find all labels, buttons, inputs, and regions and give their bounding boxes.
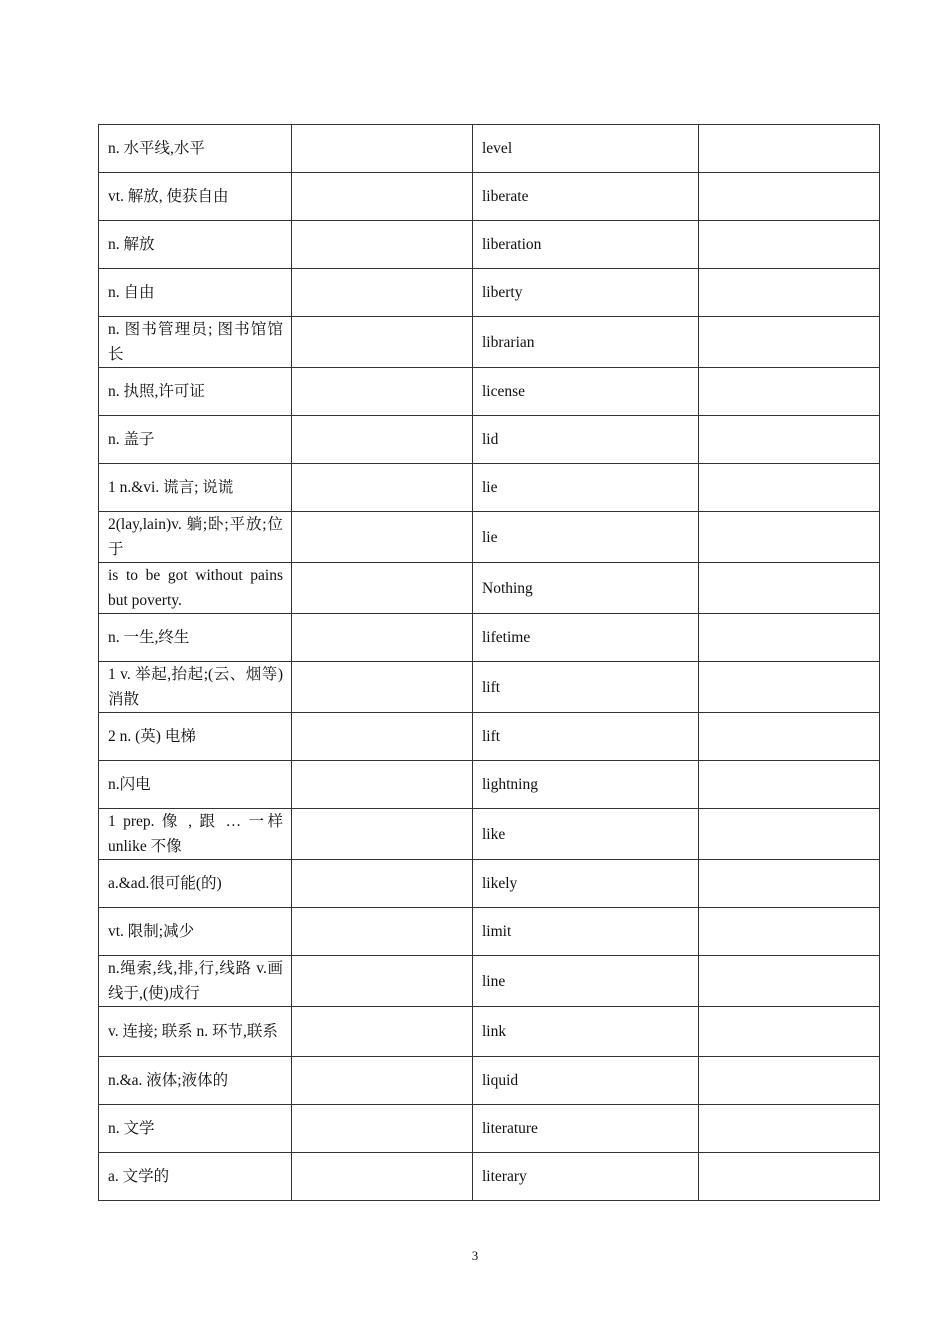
table-row bbox=[99, 416, 880, 464]
blank-answer-cell bbox=[699, 269, 880, 317]
table-row bbox=[99, 908, 880, 956]
table-row bbox=[99, 761, 880, 809]
definition-cell: 1 n.&vi. 谎言; 说谎 bbox=[99, 464, 292, 512]
blank-answer-cell bbox=[699, 761, 880, 809]
word-cell: limit bbox=[473, 908, 699, 956]
blank-answer-cell bbox=[292, 908, 473, 956]
word-cell: like bbox=[473, 809, 699, 860]
definition-cell: n. 盖子 bbox=[99, 416, 292, 464]
definition-cell: n. 一生,终生 bbox=[99, 614, 292, 662]
blank-answer-cell bbox=[292, 1153, 473, 1201]
blank-answer-cell bbox=[699, 809, 880, 860]
blank-answer-cell bbox=[292, 512, 473, 563]
table-row bbox=[99, 713, 880, 761]
blank-answer-cell bbox=[292, 416, 473, 464]
blank-answer-cell bbox=[292, 221, 473, 269]
blank-answer-cell bbox=[699, 173, 880, 221]
definition-cell: n.&a. 液体;液体的 bbox=[99, 1057, 292, 1105]
blank-answer-cell bbox=[699, 464, 880, 512]
blank-answer-cell bbox=[292, 614, 473, 662]
table-row bbox=[99, 1153, 880, 1201]
word-cell: lifetime bbox=[473, 614, 699, 662]
vocabulary-table-body bbox=[99, 125, 880, 1201]
blank-answer-cell bbox=[292, 368, 473, 416]
blank-answer-cell bbox=[699, 221, 880, 269]
table-row bbox=[99, 269, 880, 317]
blank-answer-cell bbox=[292, 563, 473, 614]
blank-answer-cell bbox=[292, 809, 473, 860]
blank-answer-cell bbox=[292, 662, 473, 713]
blank-answer-cell bbox=[699, 512, 880, 563]
blank-answer-cell bbox=[292, 1105, 473, 1153]
word-cell: lie bbox=[473, 464, 699, 512]
word-cell: lid bbox=[473, 416, 699, 464]
definition-cell: vt. 限制;减少 bbox=[99, 908, 292, 956]
word-cell: level bbox=[473, 125, 699, 173]
definition-cell: a.&ad.很可能(的) bbox=[99, 860, 292, 908]
word-cell: liberty bbox=[473, 269, 699, 317]
table-row bbox=[99, 368, 880, 416]
blank-answer-cell bbox=[699, 956, 880, 1007]
word-cell: likely bbox=[473, 860, 699, 908]
blank-answer-cell bbox=[699, 125, 880, 173]
blank-answer-cell bbox=[699, 1057, 880, 1105]
word-cell: license bbox=[473, 368, 699, 416]
blank-answer-cell bbox=[699, 1007, 880, 1057]
definition-cell: 1 v. 举起,抬起;(云、烟等)消散 bbox=[99, 662, 292, 713]
word-cell: literary bbox=[473, 1153, 699, 1201]
table-row bbox=[99, 221, 880, 269]
word-cell: literature bbox=[473, 1105, 699, 1153]
blank-answer-cell bbox=[292, 1057, 473, 1105]
blank-answer-cell bbox=[292, 713, 473, 761]
blank-answer-cell bbox=[292, 860, 473, 908]
blank-answer-cell bbox=[699, 860, 880, 908]
blank-answer-cell bbox=[292, 317, 473, 368]
table-row bbox=[99, 1105, 880, 1153]
blank-answer-cell bbox=[292, 761, 473, 809]
word-cell: liberate bbox=[473, 173, 699, 221]
definition-cell: a. 文学的 bbox=[99, 1153, 292, 1201]
blank-answer-cell bbox=[292, 125, 473, 173]
blank-answer-cell bbox=[699, 662, 880, 713]
table-row bbox=[99, 464, 880, 512]
blank-answer-cell bbox=[292, 464, 473, 512]
blank-answer-cell bbox=[292, 173, 473, 221]
definition-cell: n.绳索,线,排,行,线路 v.画线于,(使)成行 bbox=[99, 956, 292, 1007]
table-row bbox=[99, 173, 880, 221]
blank-answer-cell bbox=[699, 368, 880, 416]
definition-cell: 1 prep. 像 , 跟 … 一样 unlike 不像 bbox=[99, 809, 292, 860]
definition-cell: vt. 解放, 使获自由 bbox=[99, 173, 292, 221]
word-cell: Nothing bbox=[473, 563, 699, 614]
table-row bbox=[99, 860, 880, 908]
blank-answer-cell bbox=[699, 317, 880, 368]
definition-cell: n. 自由 bbox=[99, 269, 292, 317]
word-cell: lightning bbox=[473, 761, 699, 809]
blank-answer-cell bbox=[699, 1105, 880, 1153]
page-number: 3 bbox=[471, 1248, 479, 1263]
word-cell: lift bbox=[473, 713, 699, 761]
blank-answer-cell bbox=[292, 956, 473, 1007]
table-row bbox=[99, 317, 880, 368]
definition-cell: n. 图书管理员; 图书馆馆长 bbox=[99, 317, 292, 368]
blank-answer-cell bbox=[699, 614, 880, 662]
blank-answer-cell bbox=[699, 908, 880, 956]
definition-cell: n.闪电 bbox=[99, 761, 292, 809]
blank-answer-cell bbox=[292, 1007, 473, 1057]
table-row bbox=[99, 662, 880, 713]
word-cell: lie bbox=[473, 512, 699, 563]
vocabulary-table bbox=[98, 124, 880, 1201]
table-row bbox=[99, 956, 880, 1007]
word-cell: liberation bbox=[473, 221, 699, 269]
blank-answer-cell bbox=[699, 713, 880, 761]
word-cell: lift bbox=[473, 662, 699, 713]
word-cell: librarian bbox=[473, 317, 699, 368]
table-row bbox=[99, 1057, 880, 1105]
definition-cell: v. 连接; 联系 n. 环节,联系 bbox=[99, 1007, 292, 1057]
definition-cell: n. 解放 bbox=[99, 221, 292, 269]
definition-cell: 2(lay,lain)v. 躺;卧;平放;位于 bbox=[99, 512, 292, 563]
definition-cell: is to be got without pains but poverty. bbox=[99, 563, 292, 614]
word-cell: liquid bbox=[473, 1057, 699, 1105]
table-row bbox=[99, 809, 880, 860]
definition-cell: n. 文学 bbox=[99, 1105, 292, 1153]
blank-answer-cell bbox=[699, 416, 880, 464]
definition-cell: n. 执照,许可证 bbox=[99, 368, 292, 416]
word-cell: line bbox=[473, 956, 699, 1007]
table-row bbox=[99, 512, 880, 563]
blank-answer-cell bbox=[699, 563, 880, 614]
blank-answer-cell bbox=[292, 269, 473, 317]
definition-cell: 2 n. (英) 电梯 bbox=[99, 713, 292, 761]
word-cell: link bbox=[473, 1007, 699, 1057]
table-row bbox=[99, 614, 880, 662]
blank-answer-cell bbox=[699, 1153, 880, 1201]
table-row bbox=[99, 125, 880, 173]
table-row bbox=[99, 563, 880, 614]
table-row bbox=[99, 1007, 880, 1057]
definition-cell: n. 水平线,水平 bbox=[99, 125, 292, 173]
